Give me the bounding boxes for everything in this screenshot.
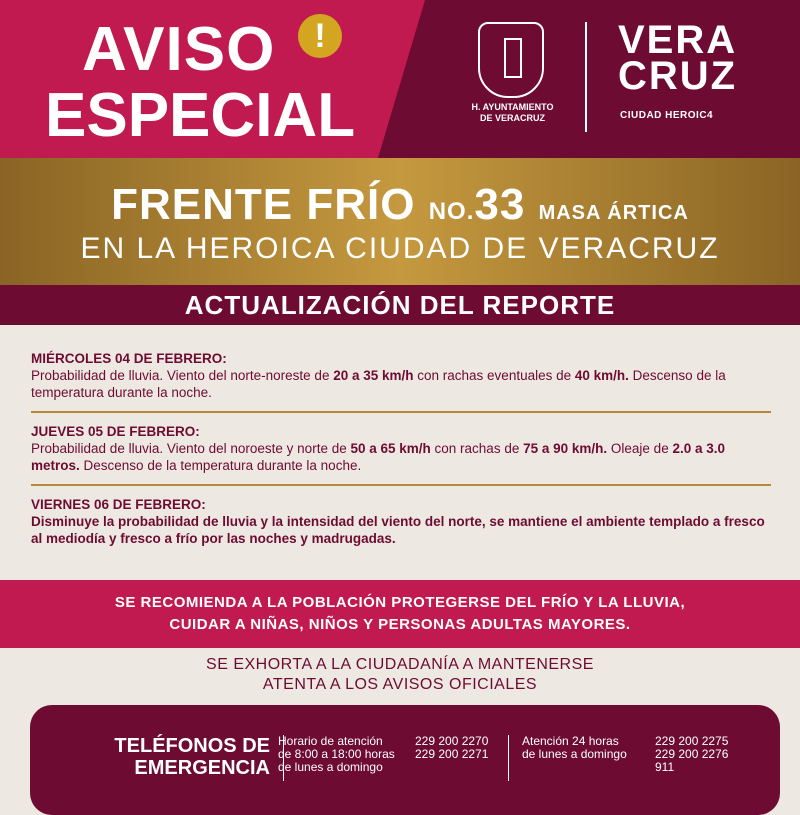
forecast-day-title: MIÉRCOLES 04 DE FEBRERO: [31,351,227,366]
exhorta-text [0,655,800,695]
forecast-segment: Descenso de la temperatura durante la noche. [31,368,726,400]
forecast-segment: 20 a 35 km/h [333,368,414,383]
banner-no: NO. [428,198,475,225]
header [0,0,800,158]
banner-number: 33 [474,180,526,229]
exhorta-line2: ATENTA A LOS AVISOS OFICIALES [262,676,538,693]
schedule-numbers: 229 200 2270 229 200 2271 [415,734,489,761]
divider [585,22,587,132]
ayuntamiento-line2: DE VERACRUZ [479,113,545,123]
forecast-day [31,350,771,401]
forecast-segment: con rachas de [430,441,524,456]
forecast-segment: Disminuye la probabilidad de lluvia y la intensidad del viento del norte, se mantiene el ambiente templado a fresco al mediodía y fresco a frío por las noches y madrugadas. [31,514,765,546]
forecast-segment: Probabilidad de lluvia. Viento del norte-noreste de [31,368,334,383]
brand-subtitle: CIUDAD HEROIC4 [620,110,714,121]
brand-line2: CRUZ [618,54,738,98]
forecast-segment: con rachas eventuales de [413,368,575,383]
phones-title-line2: EMERGENCIA [134,757,270,779]
phones-title [60,735,270,779]
especial-title: ESPECIAL [45,81,356,150]
forecast-segment: 40 km/h. [574,368,629,383]
forecast-segment: Descenso de la temperatura durante la noche. [79,458,362,473]
forecast-segment: Probabilidad de lluvia. Viento del noroeste y norte de [31,441,351,456]
forecast-day [31,423,771,474]
forecast-segment: 50 a 65 km/h [350,441,431,456]
banner-masa: MASA ÁRTICA [538,202,689,224]
emergency-phones-panel [30,705,780,815]
recommendation-banner [0,580,800,648]
forecast-day-title: VIERNES 06 DE FEBRERO: [31,497,206,512]
divider [508,735,509,781]
banner-title: FRENTE FRÍO [111,180,416,229]
veracruz-logo [618,18,738,98]
forecast-day-text [31,440,771,474]
exclamation-icon: ! [298,14,342,58]
recommendation-line2: CUIDAR A NIÑAS, NIÑOS Y PERSONAS ADULTAS MAYORES. [169,616,631,633]
allday-text: Atención 24 horas de lunes a domingo [522,734,627,761]
forecast-segment: Oleaje de [607,441,673,456]
ayuntamiento-label [440,102,585,124]
section-title: ACTUALIZACIÓN DEL REPORTE [0,285,800,325]
frente-frio-banner [0,158,800,285]
exhorta-line1: SE EXHORTA A LA CIUDADANÍA A MANTENERSE [206,656,594,673]
forecast-day-text [31,513,771,547]
brand-line1: VERA [618,18,738,62]
ayuntamiento-line1: H. AYUNTAMIENTO [471,102,554,112]
schedule-text: Horario de atención de 8:00 a 18:00 horas de lunes a domingo [278,734,395,774]
forecast-segment: 2.0 a 3.0 metros. [31,441,725,473]
recommendation-line1: SE RECOMIENDA A LA POBLACIÓN PROTEGERSE DEL FRÍO Y LA LLUVIA, [114,594,686,611]
separator [31,484,771,486]
banner-subtitle: EN LA HEROICA CIUDAD DE VERACRUZ [80,232,720,265]
allday-numbers: 229 200 2275 229 200 2276 911 [655,734,729,774]
forecast-day-title: JUEVES 05 DE FEBRERO: [31,424,200,439]
phones-title-line1: TELÉFONOS DE [114,735,270,757]
forecast-day [31,496,771,547]
forecast-segment: 75 a 90 km/h. [523,441,608,456]
coat-of-arms-icon [478,22,544,98]
aviso-title: AVISO [82,15,276,84]
forecast-day-text [31,367,771,401]
separator [31,411,771,413]
forecast-list [31,350,771,557]
